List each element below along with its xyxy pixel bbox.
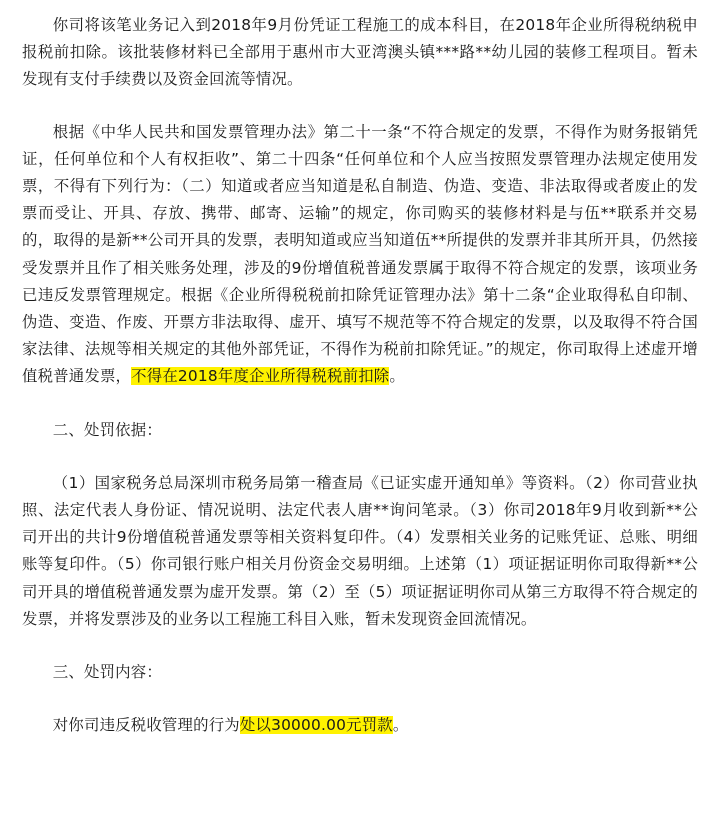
paragraph-spacer — [22, 686, 698, 712]
penalty-decision-text: 对你司违反税收管理的行为 — [52, 716, 240, 735]
paragraph-spacer — [22, 391, 698, 417]
paragraph-evidence-list: （1）国家税务总局深圳市税务局第一稽查局《已证实虚开通知单》等资料。（2）你司营业执照、法定代表人身份证、情况说明、法定代表人唐**询问笔录。（3）你司2018年9月收到新**公司开出的共计9份增值税普通发票等相关资料复印件。（4）发票相关业务的记账凭证、总账、明细账等复印件。（5）你司银行账户相关月份资金交易明细。上述第（1）项证据证明你司取得新**公司开具的增值税普通发票为虚开发票。第（2）至（5）项证据证明你司从第三方取得不符合规定的发票，并将发票涉及的业务以工程施工科目入账，暂未发现资金回流情况。 — [22, 473, 698, 628]
legal-basis-text: 根据《中华人民共和国发票管理办法》第二十一条“不符合规定的发票，不得作为财务报销凭证，任何单位和个人有权拒收”、第二十四条“任何单位和个人应当按照发票管理办法规定使用发票，不得有下列行为：（二）知道或者应当知道是私自制造、伪造、变造、非法取得或者废止的发票而受让、开具、存放、携带、邮寄、运输”的规定，你司购买的装修材料是与伍**联系并交易的，取得的是新**公司开具的发票，表明知道或应当知道伍**所提供的发票并非其所开具，仍然接受发票并且作了相关账务处理，涉及的9份增值税普通发票属于取得不符合规定的发票，该项业务已违反发票管理规定。根据《企业所得税税前扣除凭证管理办法》第十二条“企业取得私自印制、伪造、变造、作废、开票方非法取得、虚开、填写不规范等不符合规定的发票，以及取得不符合国家法律、法规等相关规定的其他外部凭证，不得作为税前扣除凭证。”的规定，你司取得上述虚开增值税普通发票， — [22, 122, 698, 386]
document-body — [22, 12, 698, 739]
paragraph-spacer — [22, 633, 698, 659]
highlighted-conclusion: 不得在2018年度企业所得税税前扣除 — [131, 367, 390, 386]
paragraph-tax-deduction-facts: 你司将该笔业务记入到2018年9月份凭证工程施工的成本科目，在2018年企业所得税纳税申报税前扣除。该批装修材料已全部用于惠州市大亚湾澳头镇***路**幼儿园的装修工程项目。暂未发现有支付手续费以及资金回流等情况。 — [22, 16, 698, 89]
penalty-decision-end: 。 — [392, 716, 409, 735]
paragraph-penalty-decision — [22, 712, 698, 739]
section-heading-penalty-basis: 二、处罚依据： — [52, 420, 162, 439]
paragraph-spacer — [22, 94, 698, 119]
section-heading-penalty-content: 三、处罚内容： — [52, 663, 162, 682]
paragraph-legal-basis — [22, 119, 698, 391]
highlighted-fine-amount: 处以30000.00元罚款 — [239, 716, 393, 735]
legal-basis-end: 。 — [389, 367, 405, 386]
paragraph-spacer — [22, 444, 698, 470]
